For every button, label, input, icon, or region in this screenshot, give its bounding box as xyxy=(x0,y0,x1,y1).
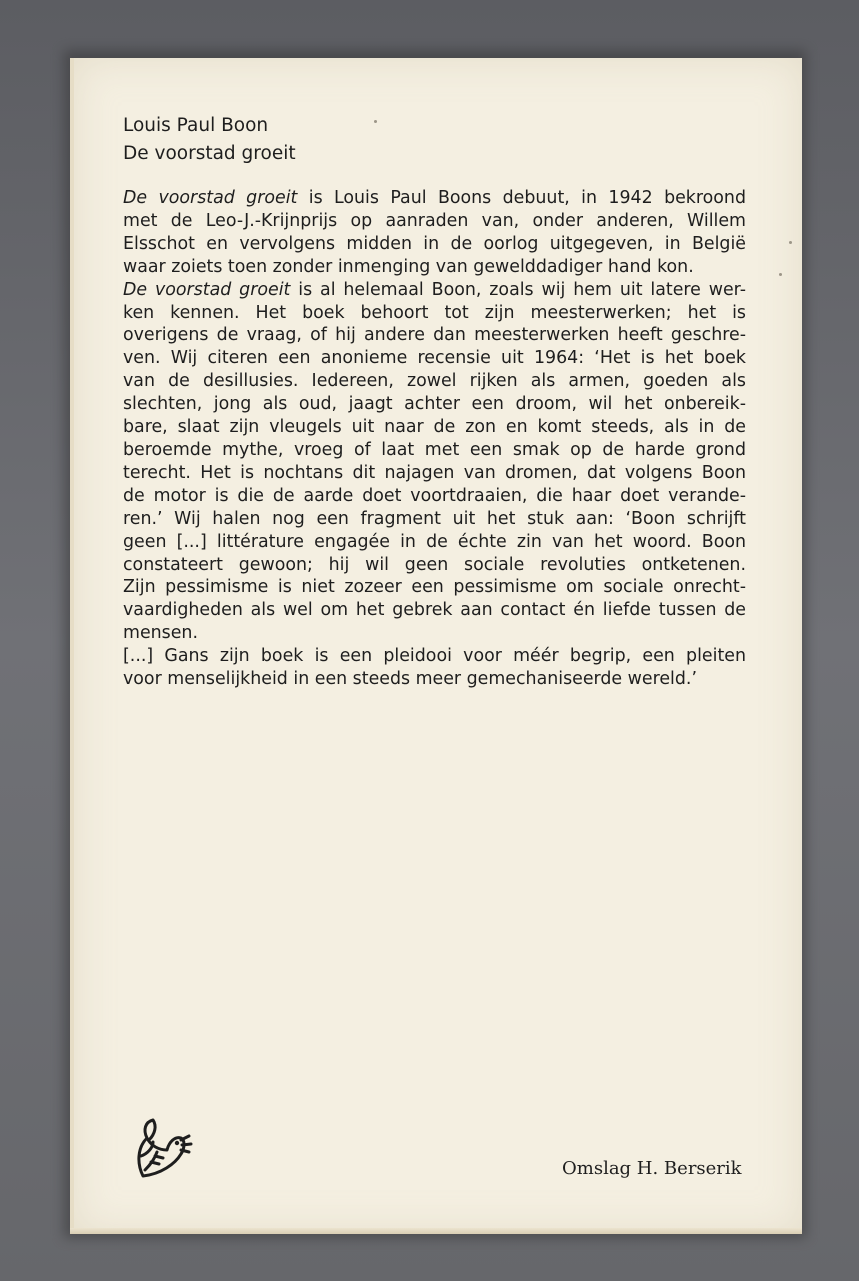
paper-speck xyxy=(779,273,782,276)
blurb-line xyxy=(123,576,746,599)
blurb-line xyxy=(123,416,746,439)
blurb-line xyxy=(123,599,746,622)
blurb-line xyxy=(123,508,746,531)
blurb-line xyxy=(123,485,746,508)
blurb-line-text: Elsschot en vervolgens midden in de oorlog uitgegeven, in België xyxy=(123,233,746,254)
blurb-line-text: ken kennen. Het boek behoort tot zijn meesterwerken; het is xyxy=(123,302,746,323)
blurb-line-text: [...] Gans zijn boek is een pleidooi voor méér begrip, een pleiten xyxy=(123,646,746,667)
blurb-line-text: ven. Wij citeren een anonieme recensie uit 1964: ‘Het is het boek xyxy=(123,348,746,369)
blurb-line xyxy=(123,256,746,279)
blurb-line xyxy=(123,370,746,393)
bird-logo-icon xyxy=(129,1112,199,1184)
blurb-line xyxy=(123,324,746,347)
blurb-line-text: mensen. xyxy=(123,623,198,644)
blurb-line-text: waar zoiets toen zonder inmenging van gewelddadiger hand kon. xyxy=(123,256,694,277)
blurb-line-text: terecht. Het is nochtans dit najagen van dromen, dat volgens Boon xyxy=(123,462,746,483)
blurb-line-text: met de Leo-J.-Krijnprijs op aanraden van, onder anderen, Willem xyxy=(123,210,746,231)
blurb-line-text: overigens de vraag, of hij andere dan meesterwerken heeft geschre- xyxy=(123,325,746,346)
blurb-line-text: geen [...] littérature engagée in de échte zin van het woord. Boon xyxy=(123,531,746,552)
blurb-line xyxy=(123,302,746,325)
paper-speck xyxy=(789,241,792,244)
blurb-line-text: van de desillusies. Iedereen, zowel rijken als armen, goeden als xyxy=(123,371,746,392)
blurb-line xyxy=(123,187,746,210)
blurb-line xyxy=(123,622,746,645)
blurb-line-text: is al helemaal Boon, zoals wij hem uit latere wer- xyxy=(290,279,746,300)
blurb-line-text: beroemde mythe, vroeg of laat met een smak op de harde grond xyxy=(123,439,746,460)
blurb-line xyxy=(123,210,746,233)
blurb-line xyxy=(123,554,746,577)
blurb-line-text: vaardigheden als wel om het gebrek aan contact én liefde tussen de xyxy=(123,600,746,621)
blurb-line-text: ren.’ Wij halen nog een fragment uit het stuk aan: ‘Boon schrijft xyxy=(123,508,746,529)
cover-credit: Omslag H. Berserik xyxy=(562,1158,742,1179)
blurb-line-text: constateert gewoon; hij wil geen sociale revoluties ontketenen. xyxy=(123,554,746,575)
blurb-line xyxy=(123,439,746,462)
author-name: Louis Paul Boon xyxy=(123,115,269,136)
blurb-line xyxy=(123,347,746,370)
cover-bottom-edge xyxy=(70,1228,802,1234)
blurb-line xyxy=(123,645,746,668)
blurb-line xyxy=(123,531,746,554)
blurb-italic-title: De voorstad groeit xyxy=(123,188,298,208)
blurb-line xyxy=(123,668,746,691)
blurb-line-text: de motor is die de aarde doet voortdraaien, die haar doet verande- xyxy=(123,485,746,506)
blurb-line-text: is Louis Paul Boons debuut, in 1942 bekroond xyxy=(297,188,746,208)
blurb-line-text: bare, slaat zijn vleugels uit naar de zon en komt steeds, als in de xyxy=(123,417,746,438)
blurb-line xyxy=(123,462,746,485)
blurb-line xyxy=(123,279,746,302)
book-title: De voorstad groeit xyxy=(123,143,296,164)
blurb-line xyxy=(123,233,746,256)
blurb-line-text: voor menselijkheid in een steeds meer gemechaniseerde wereld.’ xyxy=(123,669,697,690)
blurb-italic-title: De voorstad groeit xyxy=(123,279,291,300)
blurb-line-text: slechten, jong als oud, jaagt achter een droom, wil het onbereik- xyxy=(123,394,746,415)
title-block xyxy=(123,112,296,168)
blurb-line xyxy=(123,393,746,416)
paper-speck xyxy=(374,120,377,123)
blurb-text xyxy=(123,187,746,691)
blurb-line-text: Zijn pessimisme is niet zozeer een pessimisme om sociale onrecht- xyxy=(123,577,746,598)
